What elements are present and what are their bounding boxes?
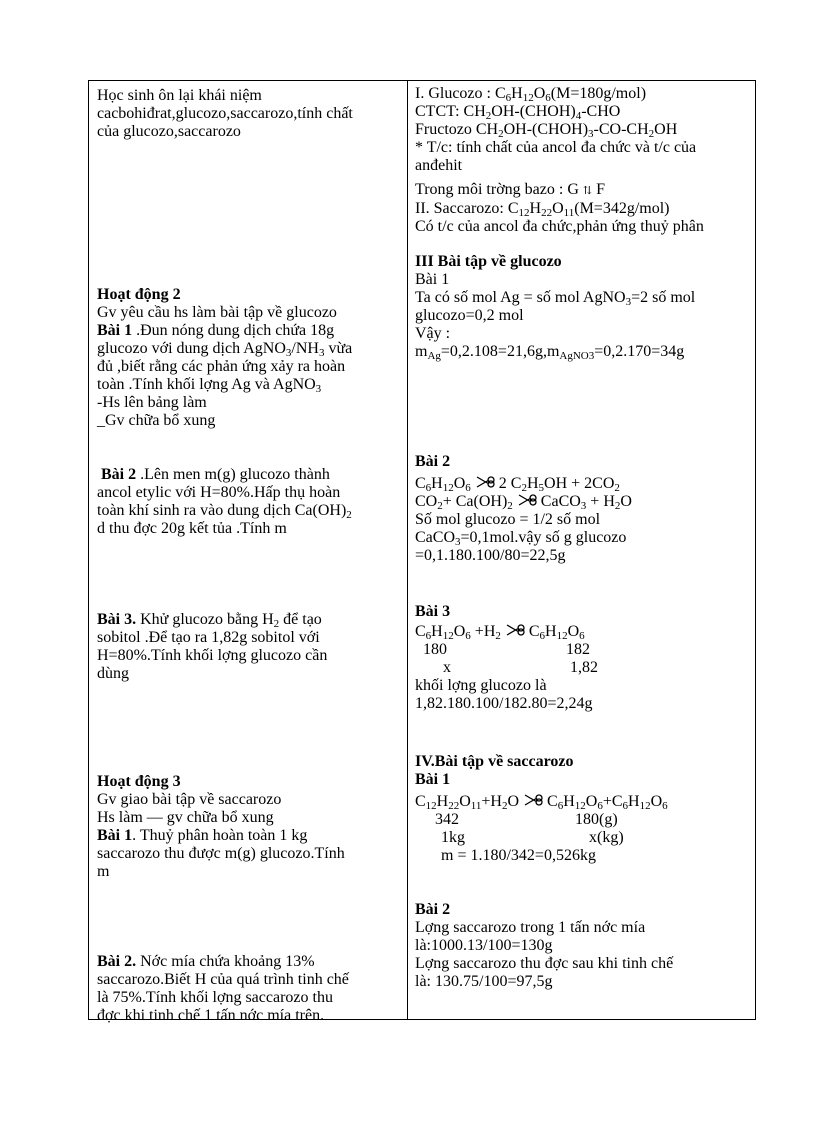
activity-2: Hoạt động 2 Gv yêu cầu hs làm bài tập về glucozo Bài 1 .Đun nóng dung dịch chứa 18g glucozo với dung dịch $AgNO_3/NH_3$ vừa đủ ,biết rằng các phản ứng xảy ra hoàn toàn .Tính khối lợng Ag và AgNO$_3$ -Hs lên bảng làm _Gv chữa bổ xung (97, 286, 353, 429)
activity-2-title: Hoạt động 2 (97, 286, 181, 303)
section-title: IV.Bài tập về saccarozo (415, 753, 574, 770)
exercise-2-question: Bài 2 .Lên men m(g) glucozo thành ancol etylic với H=80%.Hấp thụ hoàn toàn khí sinh ra vào dung dịch $Ca(OH)_2$ d thu đợc 20g kết tủa .Tính m (97, 466, 352, 537)
reaction-arrow-icon (505, 623, 529, 637)
reaction-arrow-icon (523, 793, 547, 807)
intro-text: Học sinh ôn lại khái niệm cacbohiđrat,glucozo,saccarozo,tính chất của glucozo,saccarozo (97, 87, 353, 140)
theory-section: I. Glucozo : $C_6H_{12}O_6(M=180g/mol)$ CTCT: $CH_2OH-(CHOH)_4$-CHO Fructozo $CH_2OH-(CHOH)_3-CO-CH_2OH$ * T/c: tính chất của ancol đa chức và t/c của anđehit Trong môi trờng bazo : G ⇅ F II. Saccarozo: $C_{12}H_{22}O_{11}(M=342g/mol)$ Có t/c của ancol đa chức,phản ứng thuỷ phân (415, 85, 704, 235)
saccharose-exercises: IV.Bài tập về saccarozo Bài 1 $C_{12}H_{22}O_{11}+H_2O$ $C_6H_{12}O_6+C_6H_{12}O_6$ 342 180(g) 1kg x(kg) m = 1.180/342=0,526kg (415, 753, 668, 864)
saccharose-exercise-2-question: Bài 2. Nớc mía chứa khoảng 13% saccarozo.Biết H của quá trình tinh chế là 75%.Tính khối lợng saccarozo thu đợc khi tinh chế 1 tấn nớc mía trên. (97, 953, 349, 1024)
activity-3-title: Hoạt động 3 (97, 773, 181, 790)
exercise-3-question: Bài 3. Khử glucozo bằng $H_2$ để tạo sobitol .Để tạo ra 1,82g sobitol với H=80%.Tính khối lợng glucozo cần dùng (97, 611, 328, 682)
equilibrium-icon: ⇅ (582, 185, 593, 197)
glucose-exercises: III Bài tập về glucozo Bài 1 Ta có số mol Ag = số mol AgNO$_3$=2 số mol glucozo=0,2 mol Vậy : $m_{Ag}=0,2.108=21,6g,m_{AgNO3}=0,2.170=34g$ (415, 253, 696, 362)
reaction-arrow-icon (475, 475, 499, 489)
column-divider (407, 81, 408, 1019)
saccharose-exercise-2-solution: Bài 2 Lợng saccarozo trong 1 tấn nớc mía là:1000.13/100=130g Lợng saccarozo thu đợc sau khi tinh chế là: 130.75/100=97,5g (415, 901, 674, 990)
reaction-arrow-icon (517, 493, 541, 507)
lesson-table (88, 80, 756, 1024)
activity-3: Hoạt động 3 Gv giao bài tập về saccarozo Hs làm — gv chữa bổ xung Bài 1. Thuỷ phân hoàn toàn 1 kg saccarozo thu được m(g) glucozo.Tính m (97, 773, 345, 880)
exercise-2-solution: Bài 2 $C_6H_{12}O_6$ 2 $C_2H_5OH + 2CO_2$ $CO_2+ Ca(OH)_2$ CaCO$_3$ + $H_2O$ Số mol glucozo = 1/2 số mol CaCO$_3$=0,1mol.vậy số g glucozo =0,1.180.100/80=22,5g (415, 453, 632, 564)
exercise-3-solution: Bài 3 $C_6H_{12}O_6 +H_2$ $C_6H_{12}O_6$ 180 182 x 1,82 khối lợng glucozo là 1,82.180.100/182.80=2,24g (415, 603, 598, 712)
section-title: III Bài tập về glucozo (415, 253, 562, 270)
